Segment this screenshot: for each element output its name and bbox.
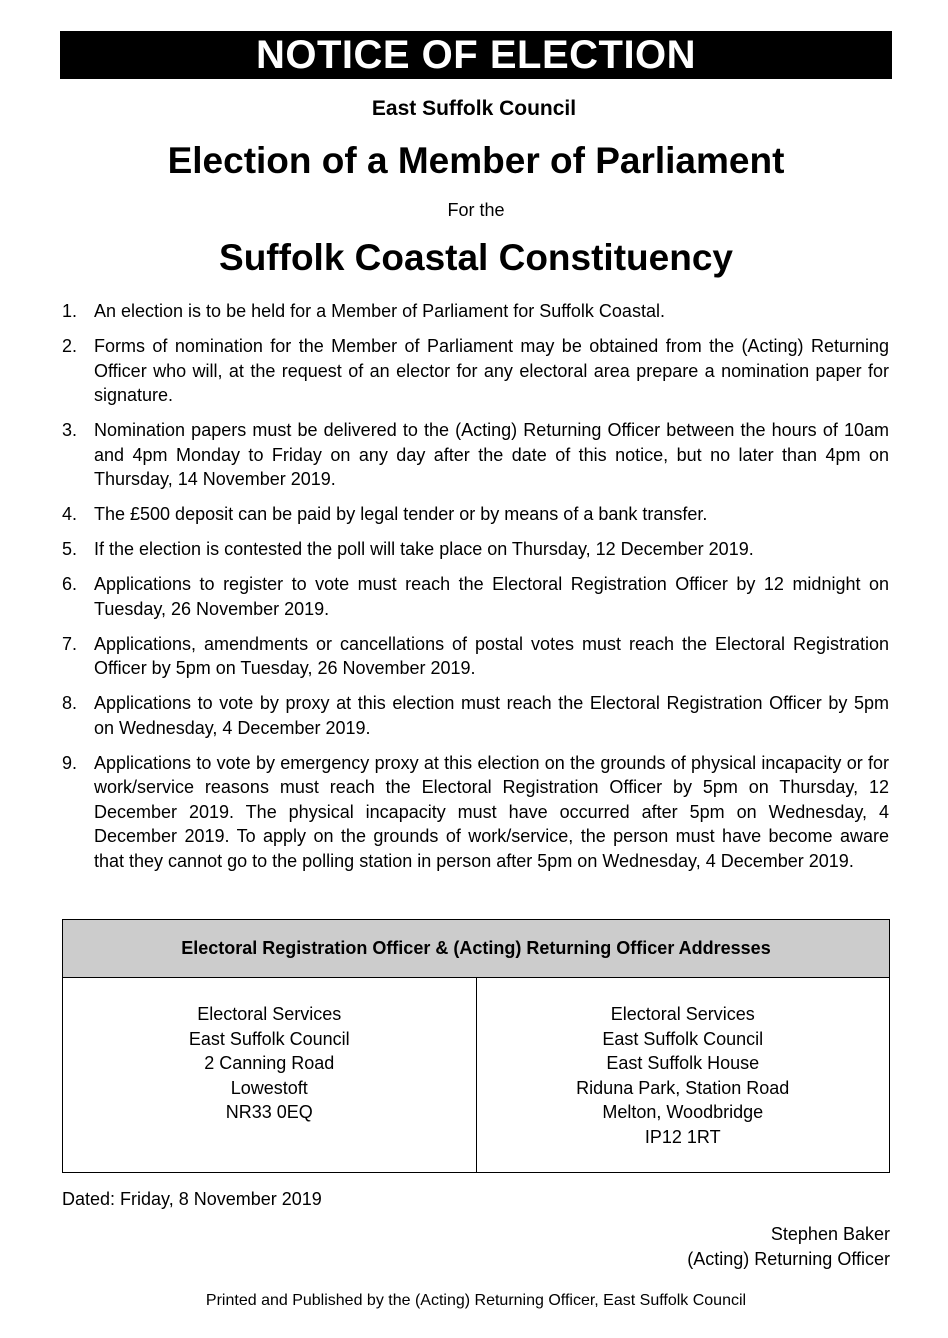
notice-item-number: 7.: [62, 633, 78, 654]
notice-banner: NOTICE OF ELECTION: [60, 31, 892, 79]
address-line: Electoral Services: [197, 1004, 342, 1024]
notice-item: [62, 502, 889, 527]
signatory-role: (Acting) Returning Officer: [687, 1248, 890, 1269]
address-line: East Suffolk House: [606, 1053, 760, 1073]
addresses-row: [63, 978, 889, 1172]
notice-item: [62, 418, 889, 492]
address-line: Riduna Park, Station Road: [576, 1077, 790, 1098]
address-lowestoft: [63, 978, 477, 1172]
constituency-name: Suffolk Coastal Constituency: [219, 237, 733, 278]
notice-items-list: [62, 299, 889, 884]
notice-item-text: The £500 deposit can be paid by legal tender or by means of a bank transfer.: [94, 504, 708, 524]
address-line: IP12 1RT: [644, 1126, 721, 1147]
notice-item-text: Applications to vote by proxy at this election must reach the Electoral Registration Officer by 5pm on Wednesday, 4 December 2019.: [94, 693, 889, 738]
notice-item-number: 8.: [62, 693, 78, 713]
notice-item: [62, 334, 889, 408]
address-line: Melton, Woodbridge: [602, 1102, 764, 1122]
addresses-table-header: Electoral Registration Officer & (Acting) Returning Officer Addresses: [63, 920, 889, 978]
notice-item-number: 2.: [62, 336, 78, 356]
address-melton: [477, 978, 890, 1172]
notice-item: [62, 572, 889, 621]
notice-item-number: 1.: [62, 301, 78, 321]
address-line: East Suffolk Council: [602, 1028, 764, 1049]
notice-item-text: Applications to vote by emergency proxy at this election on the grounds of physical incapacity or for work/service reasons must reach the Electoral Registration Officer by 5pm on Thursday, 12 December 2019. The physical incapacity must have occurred after 5pm on Wednesday, 4 December 2019. To apply on the grounds of work/service, the person must have become aware that they cannot go to the polling station in person after 5pm on Wednesday, 4 December 2019.: [94, 752, 889, 871]
notice-item-text: Applications, amendments or cancellations of postal votes must reach the Electoral Registration Officer by 5pm on Tuesday, 26 November 2019.: [94, 633, 889, 678]
election-title: Election of a Member of Parliament: [167, 140, 785, 181]
notice-item-number: 5.: [62, 539, 78, 559]
address-line: Lowestoft: [230, 1077, 308, 1098]
addresses-table: [62, 919, 890, 1173]
address-line: East Suffolk Council: [188, 1028, 350, 1049]
dated-line: Dated: Friday, 8 November 2019: [62, 1189, 322, 1209]
signatory-block: [687, 1222, 890, 1271]
notice-item: [62, 691, 889, 740]
notice-item-number: 4.: [62, 504, 78, 524]
notice-item-number: 9.: [62, 752, 78, 773]
notice-item-text: Forms of nomination for the Member of Parliament may be obtained from the (Acting) Returning Officer who will, at the request of an elector for any electoral area prepare a nomination paper for signature.: [94, 336, 889, 405]
address-line: 2 Canning Road: [204, 1053, 335, 1073]
notice-item: [62, 537, 889, 562]
address-line: Electoral Services: [610, 1004, 755, 1024]
address-line: NR33 0EQ: [225, 1102, 313, 1122]
notice-item-number: 6.: [62, 574, 78, 594]
notice-item: [62, 299, 889, 324]
notice-item-text: If the election is contested the poll will take place on Thursday, 12 December 2019.: [94, 539, 754, 559]
notice-item: [62, 751, 889, 874]
for-the-text: For the: [447, 200, 505, 220]
notice-item-text: Applications to register to vote must reach the Electoral Registration Officer by 12 midnight on Tuesday, 26 November 2019.: [94, 574, 889, 619]
notice-item-text: An election is to be held for a Member of Parliament for Suffolk Coastal.: [94, 301, 665, 321]
notice-item-number: 3.: [62, 420, 78, 440]
notice-item-text: Nomination papers must be delivered to the (Acting) Returning Officer between the hours of 10am and 4pm Monday to Friday on any day after the date of this notice, but no later than 4pm on Thursday, 14 November 2019.: [94, 420, 889, 489]
imprint-footer: Printed and Published by the (Acting) Returning Officer, East Suffolk Council: [205, 1292, 747, 1309]
signatory-name: Stephen Baker: [770, 1224, 890, 1244]
notice-item: [62, 632, 889, 681]
council-name: East Suffolk Council: [371, 97, 577, 120]
